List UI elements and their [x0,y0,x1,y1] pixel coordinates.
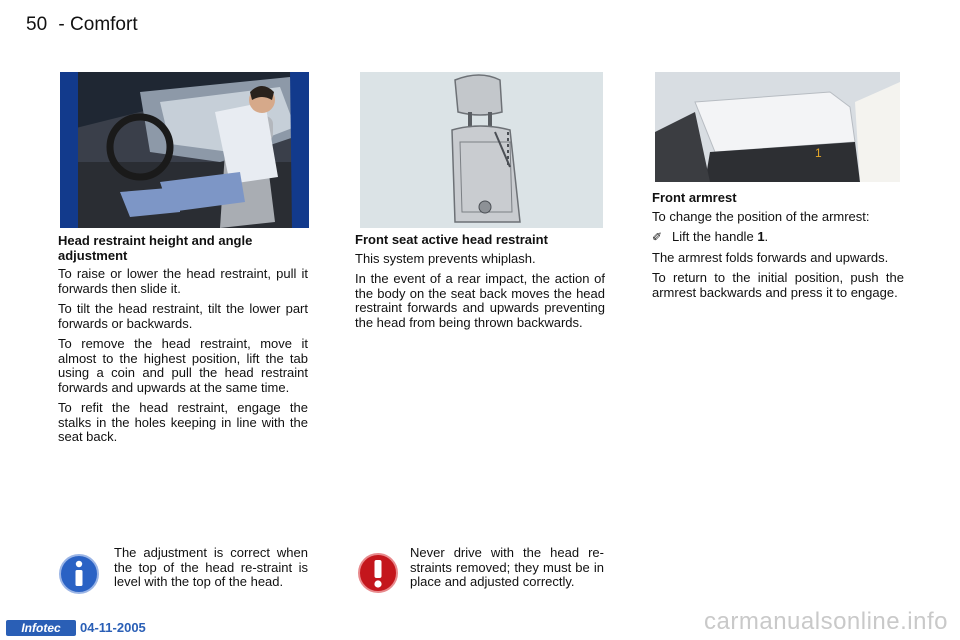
warning-icon [357,552,399,594]
col1-heading: Head restraint height and angle adjustment [58,233,253,263]
col1-text [58,234,308,451]
col3-paragraph: The armrest folds forwards and upwards. [652,249,889,265]
col1-paragraph: To refit the head restraint, engage the stalks in the holes keeping in line with the seat back. [58,400,308,444]
col2-heading: Front seat active head restraint [355,232,548,247]
col3-intro: To change the position of the armrest: [652,208,870,224]
step-period: . [764,229,769,244]
col2-text [355,233,605,336]
page-header [26,14,138,36]
col2-paragraph: This system prevents whiplash. [355,250,536,266]
warning-note: Never drive with the head re-straints removed; they must be in place and adjusted correctly. [410,545,604,589]
watermark: carmanualsonline.info [704,608,948,635]
infotec-logo: Infotec [6,620,76,636]
step-number: 1 [757,229,765,244]
col1-paragraph: To raise or lower the head restraint, pull it forwards then slide it. [58,266,308,296]
footer-date: 04-11-2005 [80,620,146,635]
armrest-callout-1: 1 [815,146,822,160]
col3-paragraph: To return to the initial position, push the armrest backwards and press it to engage. [652,270,904,300]
armrest-photo [655,72,900,182]
col1-paragraph: To tilt the head restraint, tilt the lower part forwards or backwards. [58,301,308,331]
col1-paragraph: To remove the head restraint, move it almost to the highest position, lift the tab using a coin and pull the head restraint forwards and upwards at the same time. [58,336,308,395]
page-number: 50 [26,14,48,35]
info-icon [58,553,100,595]
header-separator: - [58,14,65,35]
active-head-restraint-photo [360,72,603,228]
col2-paragraph: In the event of a rear impact, the action of the body on the seat back moves the head restraint forwards and upwards preventing the head from being thrown backwards. [355,271,605,330]
step-arrow-icon: ✐ [652,230,663,244]
info-note: The adjustment is correct when the top of the head re-straint is level with the top of the head. [114,545,308,589]
col3-step [652,230,904,245]
step-text: Lift the handle [672,229,754,244]
head-restraint-photo [60,72,309,228]
col3-text [652,191,904,306]
section-title: Comfort [70,14,138,35]
col3-heading: Front armrest [652,190,737,205]
